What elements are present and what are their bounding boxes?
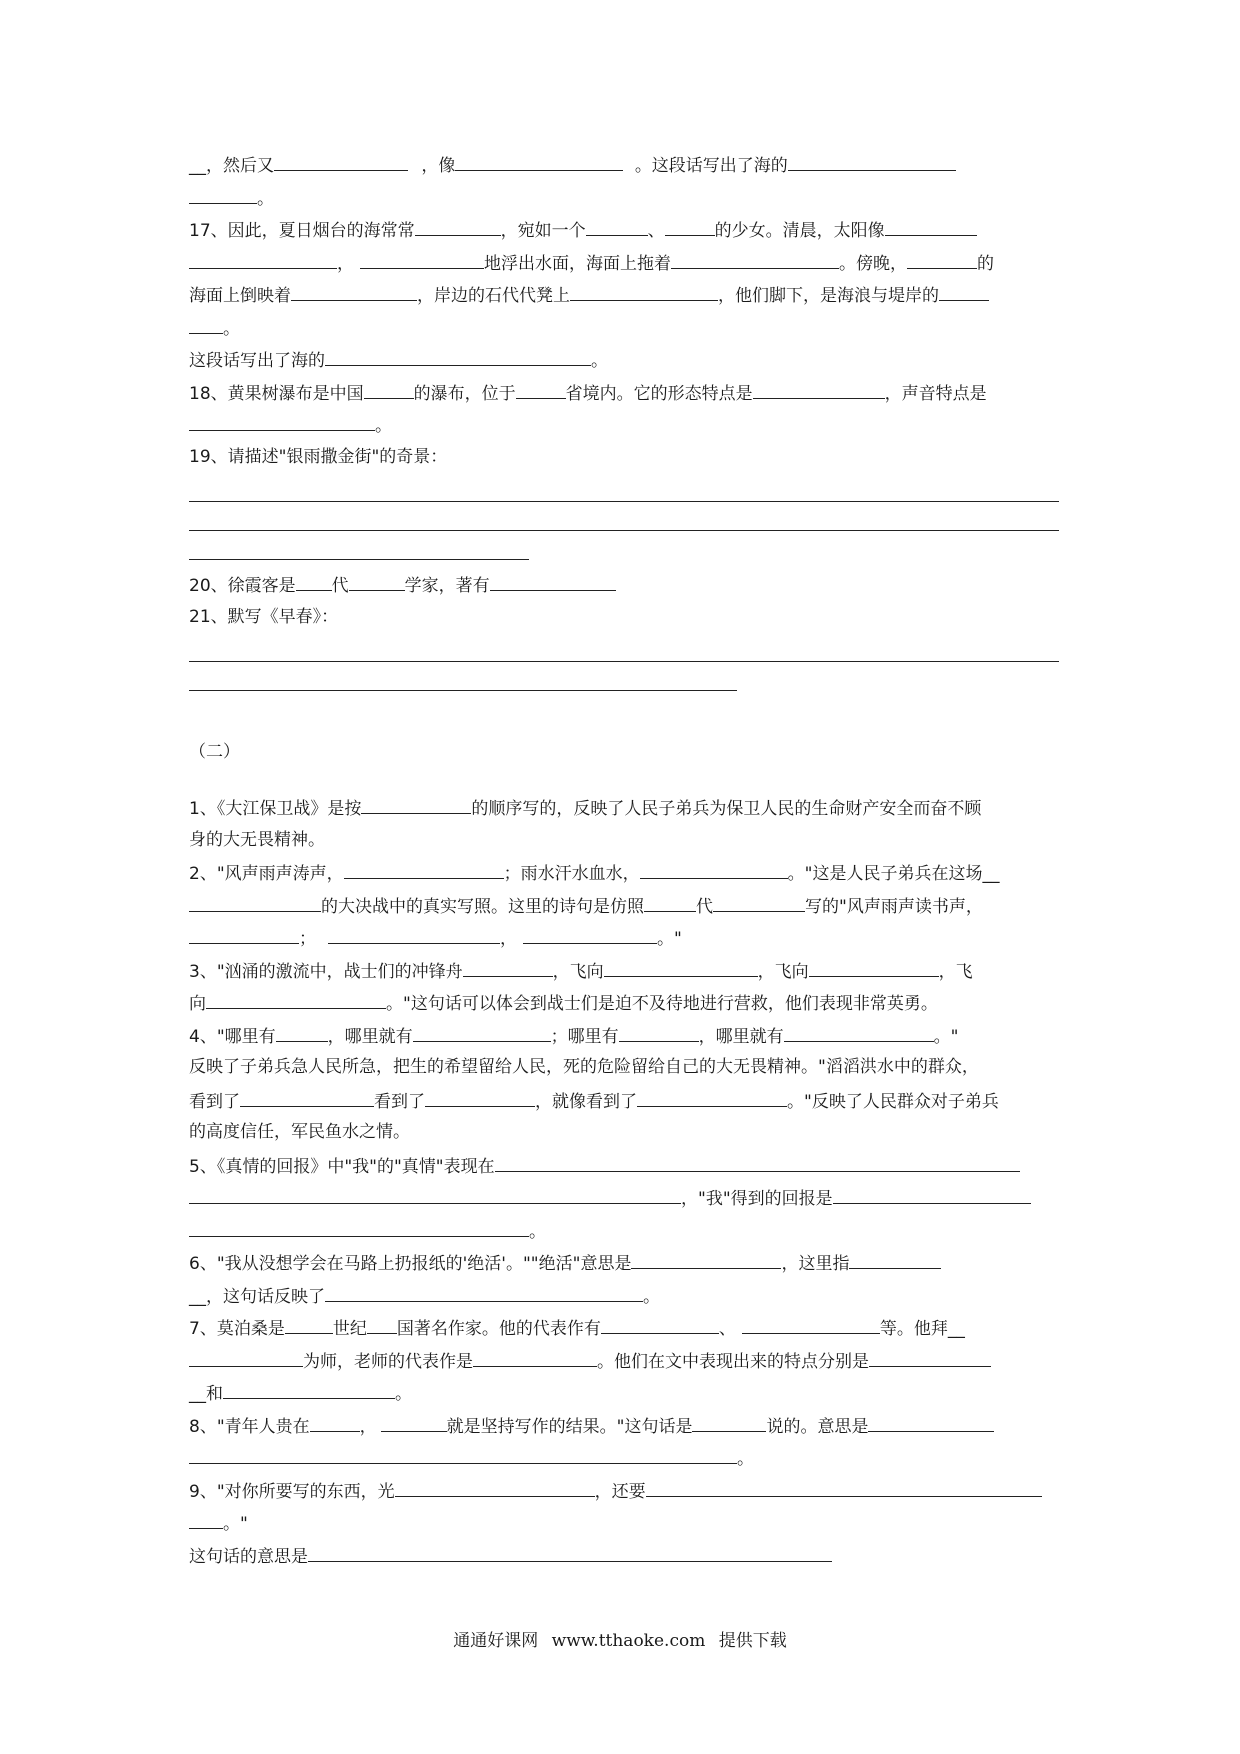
answer-line[interactable] — [189, 473, 1059, 502]
blank[interactable] — [274, 148, 408, 171]
blank[interactable] — [206, 986, 386, 1009]
q20-line: 20、徐霞客是 代 学家，著有 — [189, 568, 1059, 601]
blank[interactable] — [868, 1409, 994, 1432]
blank[interactable] — [833, 1181, 1031, 1204]
blank[interactable] — [415, 213, 501, 236]
s2-q6-line-1: 6、"我从没想学会在马路上扔报纸的'绝活'。""绝活"意思是 ，这里指 — [189, 1246, 1059, 1279]
blank[interactable] — [364, 376, 414, 399]
q17-line-1: 17、因此，夏日烟台的海常常 ，宛如一个 、 的少女。清晨，太阳像 — [189, 213, 1059, 246]
blank[interactable] — [189, 1506, 223, 1529]
s2-q7-line-3: __和 。 — [189, 1376, 1059, 1409]
blank[interactable] — [784, 1019, 934, 1042]
blank[interactable] — [570, 278, 718, 301]
s2-q9-line-3: 这句话的意思是 — [189, 1539, 1059, 1572]
s2-q4-line-1: 4、"哪里有 ，哪里就有 ；哪里有 ，哪里就有 。" — [189, 1019, 1059, 1052]
s2-q5-line-2: ，"我"得到的回报是 — [189, 1181, 1059, 1214]
blank[interactable] — [425, 1084, 535, 1107]
blank[interactable] — [646, 1474, 1042, 1497]
blank[interactable] — [619, 1019, 699, 1042]
q17-line-5: 这段话写出了海的 。 — [189, 343, 1059, 376]
blank[interactable] — [189, 246, 337, 269]
blank[interactable] — [644, 889, 696, 912]
blank[interactable] — [189, 181, 257, 204]
q18-line-2: 。 — [189, 408, 1059, 441]
s2-q7-line-2: 为师，老师的代表作是 。他们在文中表现出来的特点分别是 — [189, 1344, 1059, 1377]
q21-question: 21、默写《早春》： — [189, 606, 339, 627]
blank[interactable] — [413, 1019, 551, 1042]
s2-q4-line-2: 反映了子弟兵急人民所急，把生的希望留给人民，死的危险留给自己的大无畏精神。"滔滔洪水中的群众， — [189, 1057, 979, 1077]
answer-line[interactable] — [189, 502, 1059, 531]
blank[interactable] — [601, 1311, 719, 1334]
blank[interactable] — [189, 1441, 737, 1464]
s2-q3-line-1: 3、"汹涌的激流中，战士们的冲锋舟 ，飞向 ，飞向 ，飞 — [189, 954, 1059, 987]
blank[interactable] — [742, 1311, 880, 1334]
answer-line[interactable] — [189, 531, 529, 560]
footer-url[interactable]: www.tthaoke.com — [551, 1631, 706, 1651]
s2-q5-line-1: 5、《真情的回报》中"我"的"真情"表现在 — [189, 1149, 1059, 1182]
s2-q6-line-2: __，这句话反映了 。 — [189, 1279, 1059, 1312]
q16-line-2: 。 — [189, 181, 1059, 214]
s2-q8-line-1: 8、"青年人贵在 ， 就是坚持写作的结果。"这句话是 说的。意思是 — [189, 1409, 1059, 1442]
blank[interactable] — [516, 376, 566, 399]
blank[interactable] — [189, 889, 321, 912]
blank[interactable] — [189, 921, 299, 944]
q17-line-3: 海面上倒映着 ，岸边的石代代凳上 ，他们脚下，是海浪与堤岸的 — [189, 278, 1059, 311]
blank[interactable] — [849, 1246, 941, 1269]
blank[interactable] — [276, 1019, 328, 1042]
blank[interactable] — [361, 791, 471, 814]
blank[interactable] — [869, 1344, 991, 1367]
blank[interactable] — [939, 278, 989, 301]
blank[interactable] — [310, 1409, 360, 1432]
blank[interactable] — [455, 148, 623, 171]
s2-q4-line-3: 看到了 看到了 ，就像看到了 。"反映了人民群众对子弟兵 — [189, 1084, 1059, 1117]
blank[interactable] — [349, 568, 405, 591]
answer-line[interactable] — [189, 633, 1059, 662]
s2-q9-line-1: 9、"对你所要写的东西，光 ，还要 — [189, 1474, 1059, 1507]
s2-q8-line-2: 。 — [189, 1441, 1059, 1474]
blank[interactable] — [885, 213, 977, 236]
blank[interactable] — [189, 1181, 681, 1204]
blank[interactable] — [753, 376, 885, 399]
blank[interactable] — [692, 1409, 766, 1432]
blank[interactable] — [713, 889, 805, 912]
q17-line-4: 。 — [189, 311, 1059, 344]
blank[interactable] — [296, 568, 332, 591]
blank[interactable] — [395, 1474, 595, 1497]
s2-q1-line-1: 1、《大江保卫战》是按 的顺序写的，反映了人民子弟兵为保卫人民的生命财产安全而奋不顾 — [189, 791, 1059, 824]
blank[interactable] — [285, 1311, 333, 1334]
blank[interactable] — [308, 1539, 832, 1562]
blank[interactable] — [495, 1149, 1020, 1172]
s2-q2-line-1: 2、"风声雨声涛声， ；雨水汗水血水， 。"这是人民子弟兵在这场__ — [189, 856, 1059, 889]
s2-q2-line-2: 的大决战中的真实写照。这里的诗句是仿照 代 写的"风声雨声读书声， — [189, 889, 1059, 922]
blank[interactable] — [189, 408, 375, 431]
blank[interactable] — [223, 1376, 395, 1399]
q17-line-2: ， 地浮出水面，海面上拖着 。傍晚， 的 — [189, 246, 1059, 279]
section-title: （二） — [189, 742, 240, 762]
blank[interactable] — [473, 1344, 597, 1367]
q18-line-1: 18、黄果树瀑布是中国 的瀑布，位于 省境内。它的形态特点是 ，声音特点是 — [189, 376, 1059, 409]
blank[interactable] — [809, 954, 939, 977]
q16-line-1: __，然后又 ，像 。这段话写出了海的 — [189, 148, 1059, 181]
s2-q5-line-3: 。 — [189, 1214, 1059, 1247]
s2-q2-line-3: ； ， 。" — [189, 921, 1059, 954]
blank[interactable] — [788, 148, 956, 171]
q19-question: 19、请描述"银雨撒金街"的奇景： — [189, 446, 448, 467]
blank[interactable] — [325, 1279, 643, 1302]
page-footer — [0, 1626, 1240, 1651]
s2-q4-line-4: 的高度信任，军民鱼水之情。 — [189, 1122, 410, 1142]
blank[interactable] — [360, 246, 484, 269]
blank[interactable] — [240, 1084, 374, 1107]
blank[interactable] — [671, 246, 839, 269]
blank[interactable] — [344, 856, 504, 879]
s2-q3-line-2: 向 。"这句话可以体会到战士们是迫不及待地进行营救，他们表现非常英勇。 — [189, 986, 1059, 1019]
blank[interactable] — [189, 1344, 303, 1367]
s2-q1-line-2: 身的大无畏精神。 — [189, 829, 325, 850]
blank[interactable] — [490, 568, 616, 591]
blank[interactable] — [367, 1311, 397, 1334]
blank[interactable] — [631, 1246, 781, 1269]
blank[interactable] — [463, 954, 553, 977]
blank[interactable] — [604, 954, 758, 977]
footer-note: 提供下载 — [718, 1631, 787, 1651]
blank[interactable] — [189, 311, 223, 334]
blank[interactable] — [586, 213, 648, 236]
blank[interactable] — [325, 343, 591, 366]
s2-q9-line-2: 。" — [189, 1506, 1059, 1539]
blank[interactable] — [637, 1084, 787, 1107]
blank[interactable] — [640, 856, 788, 879]
answer-line[interactable] — [189, 662, 737, 691]
blank[interactable] — [523, 921, 657, 944]
blank[interactable] — [665, 213, 715, 236]
s2-q7-line-1: 7、莫泊桑是 世纪 国著名作家。他的代表作有 、 等。他拜__ — [189, 1311, 1059, 1344]
worksheet — [189, 148, 1059, 1571]
blank[interactable] — [189, 1214, 529, 1237]
footer-site-name: 通通好课网 — [453, 1631, 539, 1651]
blank[interactable] — [291, 278, 417, 301]
blank[interactable] — [328, 921, 500, 944]
blank[interactable] — [381, 1409, 447, 1432]
blank[interactable] — [907, 246, 977, 269]
